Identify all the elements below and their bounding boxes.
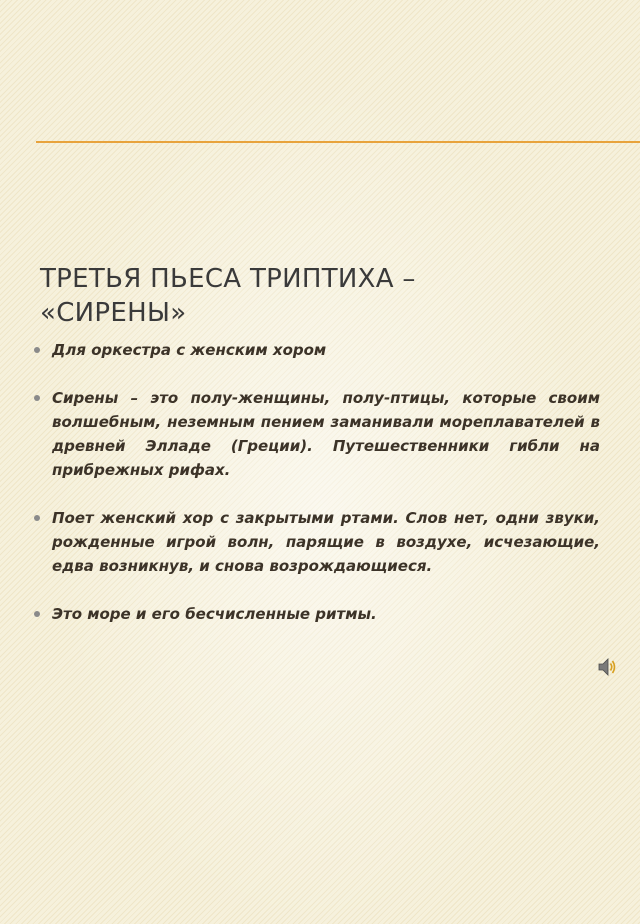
title-line-2: «СИРЕНЫ» xyxy=(40,298,187,328)
list-item xyxy=(34,338,600,362)
bullet-icon xyxy=(34,515,40,521)
list-item xyxy=(34,506,600,578)
list-item-text: Для оркестра с женским хором xyxy=(52,341,327,359)
bullet-list xyxy=(34,338,600,650)
list-item xyxy=(34,386,600,482)
list-item-text: Это море и его бесчисленные ритмы. xyxy=(52,605,377,623)
list-item-text: Сирены – это полу-женщины, полу-птицы, которые своим волшебным, неземным пением заманивали мореплавателей в древней Элладе (Греции). Путешественники гибли на прибрежных рифах. xyxy=(52,389,600,479)
title-line-1: ТРЕТЬЯ ПЬЕСА ТРИПТИХА – xyxy=(40,264,416,294)
sound-icon[interactable] xyxy=(597,656,617,678)
list-item-text: Поет женский хор с закрытыми ртами. Слов нет, одни звуки, рожденные игрой волн, парящие в воздухе, исчезающие, едва возникнув, и снова возрождающиеся. xyxy=(52,509,600,575)
bullet-icon xyxy=(34,611,40,617)
slide-title xyxy=(40,262,600,330)
list-item xyxy=(34,602,600,626)
bullet-icon xyxy=(34,347,40,353)
accent-rule xyxy=(36,141,640,143)
bullet-icon xyxy=(34,395,40,401)
